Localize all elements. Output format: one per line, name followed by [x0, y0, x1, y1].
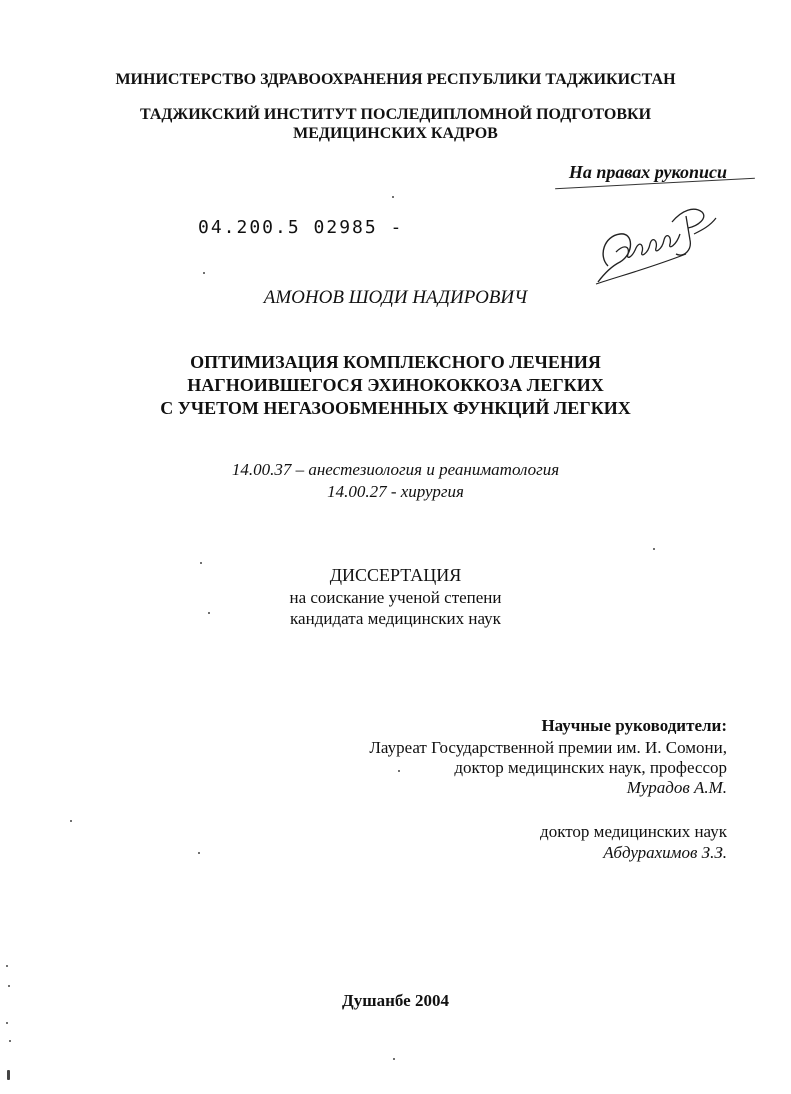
scan-speck [7, 1070, 10, 1080]
scan-speck [653, 548, 655, 550]
city-year: Душанбе 2004 [342, 991, 449, 1010]
signature-icon [590, 196, 720, 286]
registration-stamp: 04.200.5 02985 - [198, 217, 404, 238]
author-name: АМОНОВ ШОДИ НАДИРОВИЧ [263, 287, 528, 308]
title-line2: НАГНОИВШЕГОСЯ ЭХИНОКОККОЗА ЛЕГКИХ [187, 375, 604, 395]
dissertation-degree-line2: кандидата медицинских наук [290, 609, 501, 628]
supervisor2-name: Абдурахимов З.З. [603, 843, 727, 862]
dissertation-type: ДИССЕРТАЦИЯ [329, 565, 462, 585]
supervisor1-title: Лауреат Государственной премии им. И. Сомони, [369, 738, 727, 757]
scan-speck [9, 1040, 11, 1042]
scan-speck [200, 562, 202, 564]
institute-heading-line2: МЕДИЦИНСКИХ КАДРОВ [293, 125, 498, 142]
scan-speck [392, 196, 394, 198]
scan-speck [208, 612, 210, 614]
manuscript-note: На правах рукописи [568, 162, 727, 182]
scan-speck [8, 985, 10, 987]
ministry-heading: МИНИСТЕРСТВО ЗДРАВООХРАНЕНИЯ РЕСПУБЛИКИ ТАДЖИКИСТАН [115, 71, 676, 88]
scan-speck [198, 852, 200, 854]
specialty-line1: 14.00.37 – анестезиология и реаниматология [231, 460, 560, 479]
title-line3: С УЧЕТОМ НЕГАЗООБМЕННЫХ ФУНКЦИЙ ЛЕГКИХ [160, 398, 631, 418]
supervisor1-degree: доктор медицинских наук, профессор [454, 758, 727, 777]
supervisors-heading: Научные руководители: [541, 716, 727, 735]
specialty-line2: 14.00.27 - хирургия [327, 482, 464, 501]
scan-speck [393, 1058, 395, 1060]
dissertation-degree-line1: на соискание ученой степени [289, 588, 502, 607]
scan-speck [6, 1022, 8, 1024]
scan-speck [203, 272, 205, 274]
scan-speck [398, 770, 400, 772]
supervisor1-name: Мурадов А.М. [626, 778, 727, 797]
scan-speck [70, 820, 72, 822]
institute-heading-line1: ТАДЖИКСКИЙ ИНСТИТУТ ПОСЛЕДИПЛОМНОЙ ПОДГОТОВКИ [139, 106, 652, 123]
supervisor2-degree: доктор медицинских наук [540, 822, 727, 841]
title-line1: ОПТИМИЗАЦИЯ КОМПЛЕКСНОГО ЛЕЧЕНИЯ [190, 352, 601, 372]
scan-speck [6, 965, 8, 967]
